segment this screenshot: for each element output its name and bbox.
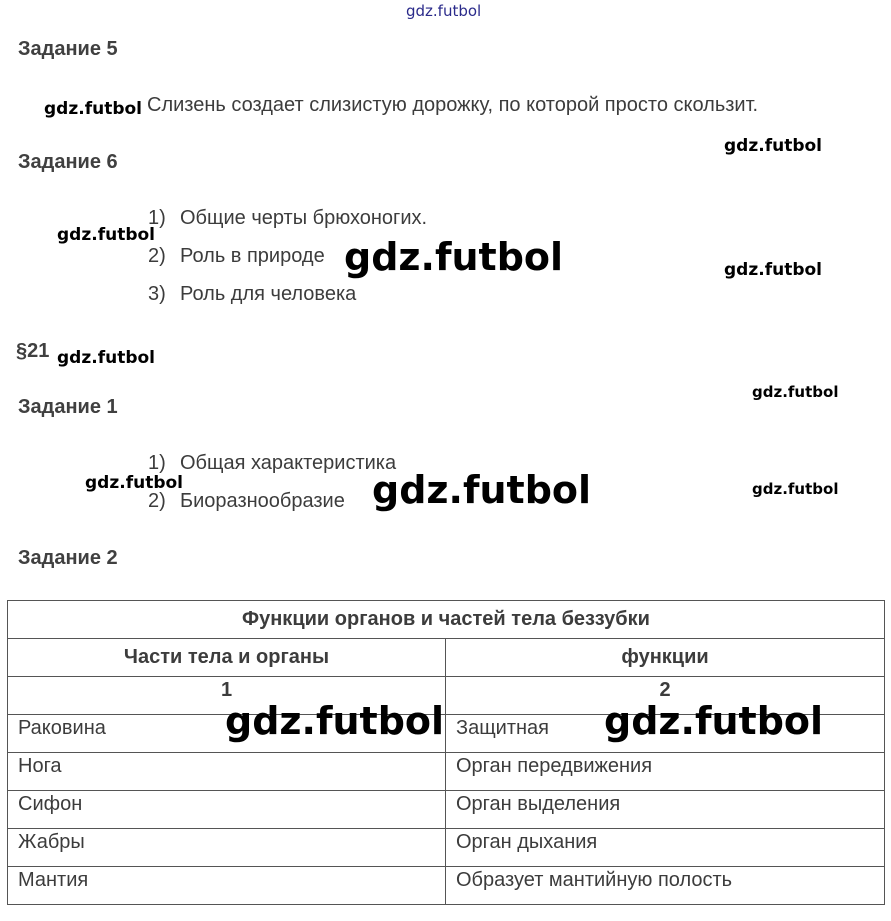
column-header: Части тела и органы bbox=[8, 639, 446, 677]
watermark: gdz.futbol bbox=[724, 136, 822, 156]
task-5-title: Задание 5 bbox=[18, 38, 118, 60]
paragraph-number: §21 bbox=[16, 340, 50, 362]
watermark-large: gdz.futbol bbox=[225, 699, 445, 743]
table-caption: Функции органов и частей тела беззубки bbox=[8, 601, 885, 639]
table-caption-row bbox=[8, 601, 885, 639]
task-5-answer: Слизень создает слизистую дорожку, по которой просто скользит. bbox=[147, 94, 759, 116]
watermark-large: gdz.futbol bbox=[604, 699, 824, 743]
task-6-item-3 bbox=[148, 283, 356, 306]
watermark: gdz.futbol bbox=[752, 480, 839, 498]
watermark-top: gdz.futbol bbox=[406, 2, 482, 20]
watermark-large: gdz.futbol bbox=[344, 235, 564, 279]
item-number: 3) bbox=[148, 283, 166, 305]
function-cell: Образует мантийную полость bbox=[446, 867, 885, 905]
item-text: Роль для человека bbox=[180, 283, 357, 305]
item-number: 2) bbox=[148, 490, 166, 512]
watermark: gdz.futbol bbox=[724, 260, 822, 280]
item-text: Роль в природе bbox=[180, 245, 325, 267]
body-part-cell: Сифон bbox=[8, 791, 446, 829]
function-cell: Орган передвижения bbox=[446, 753, 885, 791]
column-number: 1 bbox=[8, 677, 446, 715]
item-text: Общие черты брюхоногих. bbox=[180, 207, 428, 229]
watermark: gdz.futbol bbox=[44, 99, 142, 119]
item-number: 1) bbox=[148, 452, 166, 474]
table-row bbox=[8, 791, 885, 829]
column-header: функции bbox=[446, 639, 885, 677]
task-6-item-2 bbox=[148, 245, 325, 268]
function-cell: Орган дыхания bbox=[446, 829, 885, 867]
table-row bbox=[8, 829, 885, 867]
function-cell: Орган выделения bbox=[446, 791, 885, 829]
item-number: 1) bbox=[148, 207, 166, 229]
watermark-large: gdz.futbol bbox=[372, 468, 592, 512]
organ-functions-table bbox=[7, 600, 885, 905]
watermark: gdz.futbol bbox=[752, 383, 839, 401]
task-2-title: Задание 2 bbox=[18, 547, 118, 569]
task-1-item-1 bbox=[148, 452, 396, 475]
table-row bbox=[8, 753, 885, 791]
watermark: gdz.futbol bbox=[57, 225, 155, 245]
item-text: Общая характеристика bbox=[180, 452, 397, 474]
watermark: gdz.futbol bbox=[57, 348, 155, 368]
column-number: 2 bbox=[446, 677, 885, 715]
task-1-item-2 bbox=[148, 490, 345, 513]
task-1-title: Задание 1 bbox=[18, 396, 118, 418]
table-row bbox=[8, 867, 885, 905]
function-cell: Защитная bbox=[446, 715, 885, 753]
task-6-title: Задание 6 bbox=[18, 151, 118, 173]
watermark: gdz.futbol bbox=[85, 473, 183, 493]
body-part-cell: Раковина bbox=[8, 715, 446, 753]
item-number: 2) bbox=[148, 245, 166, 267]
body-part-cell: Жабры bbox=[8, 829, 446, 867]
item-text: Биоразнообразие bbox=[180, 490, 345, 512]
body-part-cell: Нога bbox=[8, 753, 446, 791]
task-6-item-1 bbox=[148, 207, 427, 230]
table-header-row bbox=[8, 639, 885, 677]
body-part-cell: Мантия bbox=[8, 867, 446, 905]
